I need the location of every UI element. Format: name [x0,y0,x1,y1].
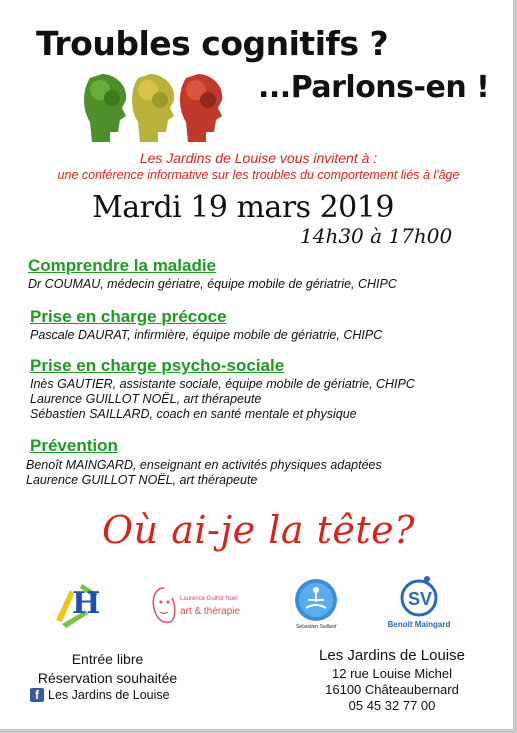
maingard-label: Benoît Maingard [387,620,451,629]
phone: 05 45 32 77 00 [348,698,436,713]
title-line-2: ...Parlons-en ! [258,70,490,105]
reservation-text: Réservation souhaitée [37,670,178,686]
red-head [180,74,222,142]
event-time: 14h30 à 17h00 [300,224,453,248]
green-head [84,74,126,142]
saillard-logo [288,578,344,634]
section-title: Prise en charge précoce [30,307,227,326]
footer-address [312,646,472,714]
street: 12 rue Louise Michel [332,666,452,681]
section-title: Prise en charge psycho-sociale [30,356,285,375]
section-precoce [30,307,227,327]
section-title: Prévention [30,436,118,455]
speaker-line: Inès GAUTIER, assistante sociale, équipe mobile de gériatrie, CHIPC [30,377,415,391]
invitation-line-2: une conférence informative sur les troubles du comportement liés à l'âge [57,168,460,182]
section-comprendre-body [28,277,397,292]
maingard-logo [384,574,454,634]
entry-text: Entrée libre [71,651,144,667]
section-precoce-body [30,328,382,343]
runner-sv-icon [399,574,439,618]
facebook-icon: f [30,688,44,702]
svg-text:SV: SV [408,589,433,609]
art-therapy-sub: art & thérapie [180,606,241,617]
city: 16100 Châteaubernard [325,682,459,697]
title-line-1: Troubles cognitifs ? [36,24,389,63]
footer-entry [30,650,185,688]
section-psycho-sociale-body [30,377,415,422]
section-title: Comprendre la maladie [28,256,217,275]
invitation-line-1: Les Jardins de Louise vous invitent à : [139,150,378,166]
speaker-line: Laurence GUILLOT NOËL, art thérapeute [26,473,258,487]
hospital-logo [52,580,104,630]
section-prevention [30,436,118,456]
speaker-line: Sébastien SAILLARD, coach en santé mentale et physique [30,407,357,421]
section-comprendre [28,256,216,276]
facebook-label: Les Jardins de Louise [48,688,170,702]
yellow-head [132,74,174,142]
meditation-icon [288,578,344,626]
slogan: Où ai-je la tête? [102,508,415,552]
art-therapy-name: Laurence Guillot Noël [180,596,238,602]
art-therapy-logo [150,586,250,630]
saillard-signature: Sébastien Saillard [295,624,337,630]
speaker-line: Laurence GUILLOT NOËL, art thérapeute [30,392,262,406]
event-date: Mardi 19 mars 2019 [92,190,394,225]
speaker-line: Pascale DAURAT, infirmière, équipe mobile de gériatrie, CHIPC [30,328,383,342]
facebook-link[interactable] [30,688,170,702]
face-icon [150,586,178,626]
speaker-line: Benoît MAINGARD, enseignant en activités physiques adaptées [26,458,382,472]
org-name: Les Jardins de Louise [319,647,465,664]
section-prevention-body [26,458,382,488]
speaker-line: Dr COUMAU, médecin gériatre, équipe mobile de gériatrie, CHIPC [28,277,397,291]
section-psycho-sociale [30,356,284,376]
hospital-logo-letter: H [72,586,101,621]
tree-heads-illustration [80,70,233,142]
